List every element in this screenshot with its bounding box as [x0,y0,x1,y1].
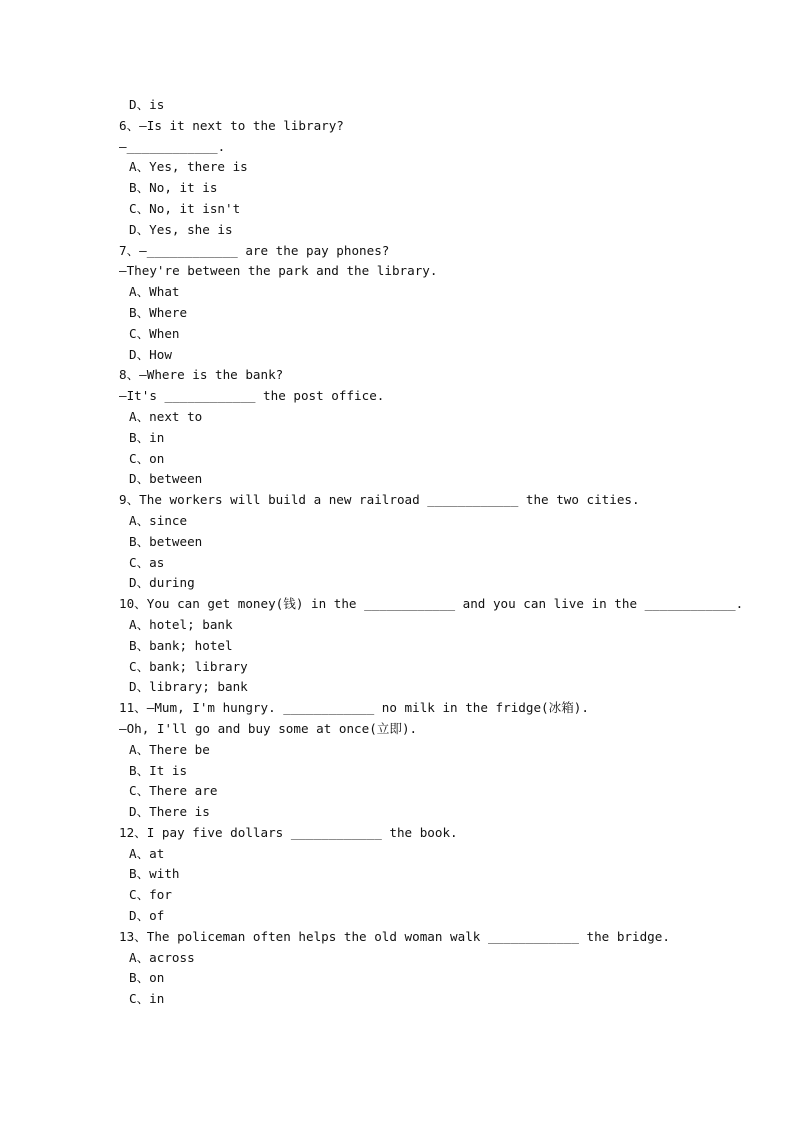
answer-option: A、There be [129,741,210,757]
answer-option: C、as [129,554,165,570]
answer-option: C、in [129,991,165,1007]
question-text: 12、I pay five dollars ____________ the book. [119,824,458,840]
answer-option: C、No, it isn't [129,200,241,216]
answer-option: B、on [129,970,165,986]
answer-option: B、in [129,429,165,445]
question-text: 10、You can get money(钱) in the ____________ and you can live in the ____________. [119,596,744,612]
answer-option: A、hotel; bank [129,616,233,632]
answer-option: B、between [129,533,203,549]
quiz-content [119,95,759,1010]
answer-option: A、What [129,284,180,300]
answer-option: B、It is [129,762,188,778]
answer-option: B、with [129,866,180,882]
answer-option: D、during [129,575,195,591]
answer-option: C、When [129,325,180,341]
answer-option: A、Yes, there is [129,159,248,175]
question-text: 9、The workers will build a new railroad ____________ the two cities. [119,492,640,508]
answer-option: A、next to [129,408,203,424]
question-text: 11、—Mum, I'm hungry. ____________ no milk in the fridge(冰箱). [119,700,589,716]
answer-option: C、on [129,450,165,466]
answer-option: D、How [129,346,172,362]
answer-option: D、of [129,908,165,924]
answer-option: D、between [129,471,203,487]
answer-option: A、since [129,512,188,528]
dialogue-reply: —____________. [119,138,226,154]
dialogue-reply: —Oh, I'll go and buy some at once(立即). [119,720,418,736]
question-text: 7、—____________ are the pay phones? [119,242,390,258]
answer-option: B、bank; hotel [129,637,233,653]
answer-option: D、There is [129,804,210,820]
answer-option: C、There are [129,783,218,799]
answer-option: C、bank; library [129,658,248,674]
dialogue-reply: —They're between the park and the library. [119,263,438,279]
question-text: 6、—Is it next to the library? [119,117,344,133]
answer-option: A、across [129,949,195,965]
answer-option: D、is [129,97,165,112]
answer-option: C、for [129,887,172,903]
answer-option: D、library; bank [129,679,248,695]
question-text: 13、The policeman often helps the old woman walk ____________ the bridge. [119,928,670,944]
answer-option: B、No, it is [129,180,218,196]
answer-option: B、Where [129,304,188,320]
answer-option: D、Yes, she is [129,221,233,237]
answer-option: A、at [129,845,165,861]
question-text: 8、—Where is the bank? [119,367,284,383]
dialogue-reply: —It's ____________ the post office. [119,388,385,404]
